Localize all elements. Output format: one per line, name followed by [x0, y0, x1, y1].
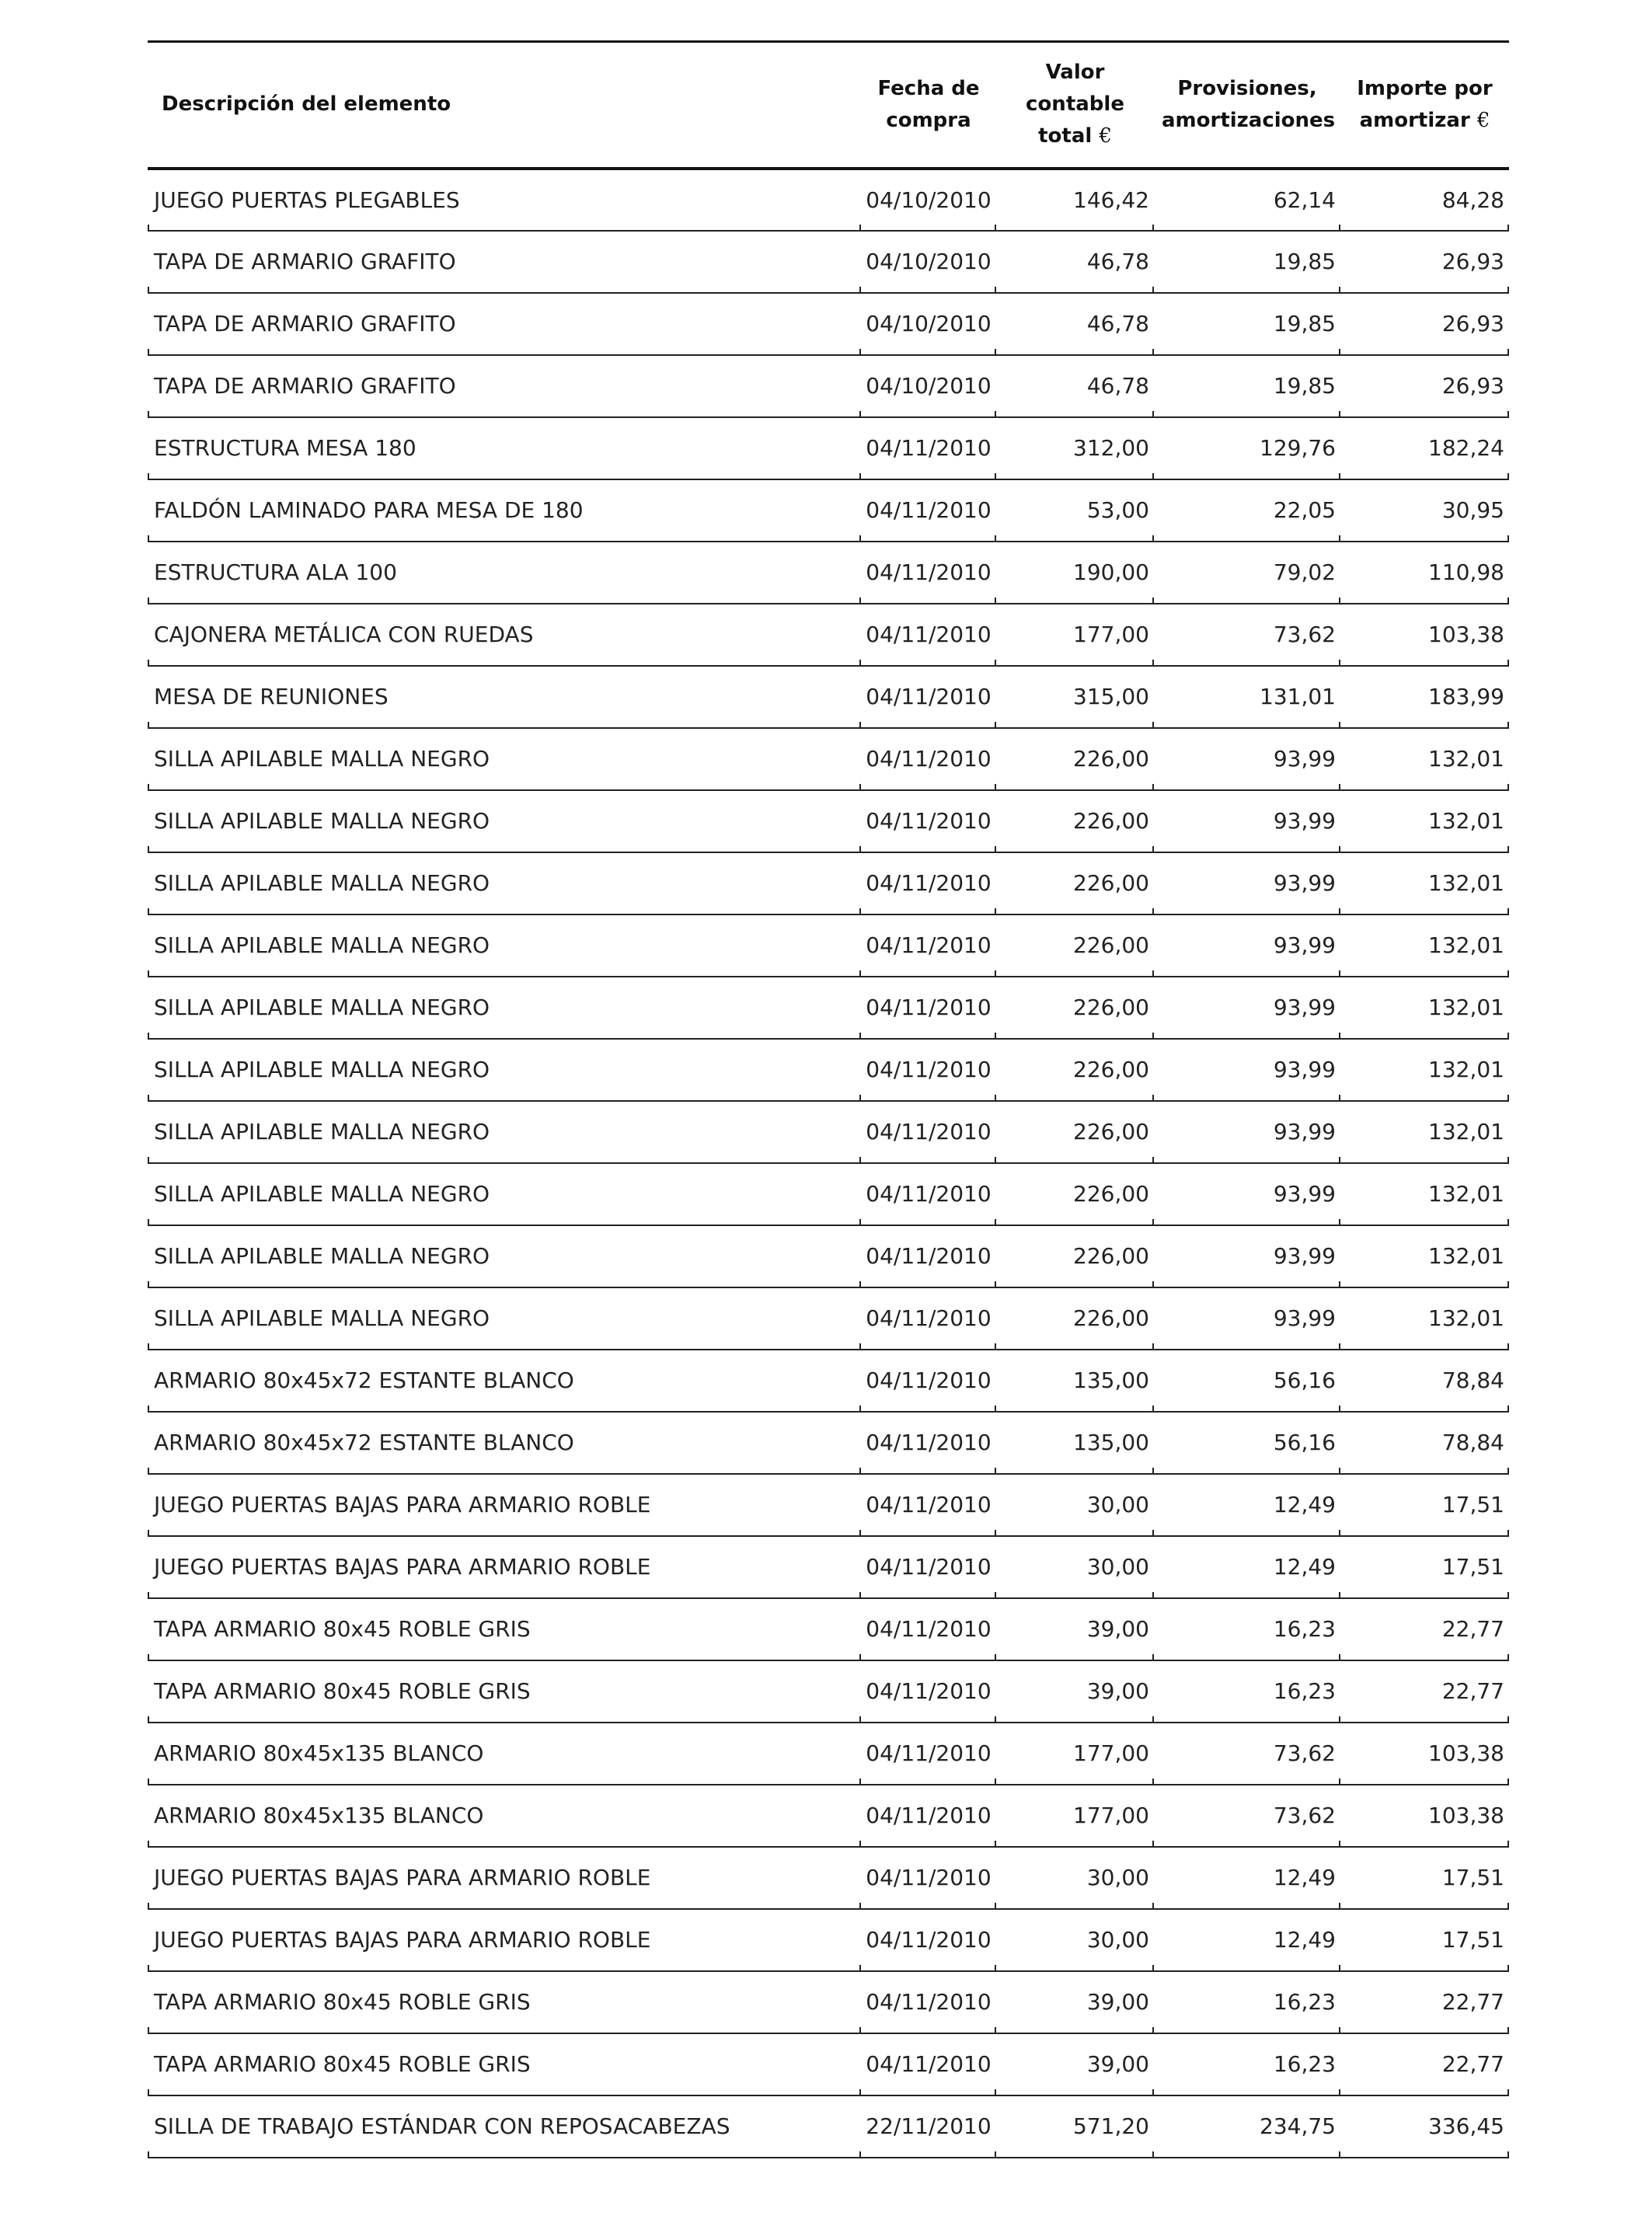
cell-book-value: 226,00 — [996, 914, 1154, 977]
cell-book-value: 135,00 — [996, 1412, 1154, 1474]
cell-description: SILLA APILABLE MALLA NEGRO — [148, 852, 861, 914]
cell-provisions: 93,99 — [1154, 1287, 1340, 1350]
cell-purchase-date: 04/11/2010 — [861, 728, 996, 790]
cell-provisions: 234,75 — [1154, 2095, 1340, 2158]
cell-provisions: 93,99 — [1154, 790, 1340, 852]
cell-provisions: 93,99 — [1154, 1225, 1340, 1287]
cell-purchase-date: 04/11/2010 — [861, 1536, 996, 1598]
cell-description: ARMARIO 80x45x72 ESTANTE BLANCO — [148, 1412, 861, 1474]
cell-purchase-date: 04/11/2010 — [861, 542, 996, 604]
cell-description: CAJONERA METÁLICA CON RUEDAS — [148, 604, 861, 666]
cell-provisions: 12,49 — [1154, 1474, 1340, 1536]
table-row — [148, 479, 1509, 542]
cell-purchase-date: 04/11/2010 — [861, 1909, 996, 1971]
cell-provisions: 12,49 — [1154, 1909, 1340, 1971]
header-value-line1: Valor — [1045, 61, 1105, 85]
cell-purchase-date: 04/11/2010 — [861, 1474, 996, 1536]
cell-provisions: 93,99 — [1154, 977, 1340, 1039]
cell-book-value: 226,00 — [996, 1163, 1154, 1225]
cell-description: SILLA APILABLE MALLA NEGRO — [148, 1101, 861, 1163]
table-row — [148, 355, 1509, 417]
header-value-currency: € — [1099, 124, 1112, 148]
cell-amount-to-amortize: 132,01 — [1340, 1101, 1509, 1163]
header-provisions-line2: amortizaciones — [1162, 108, 1336, 132]
cell-description: JUEGO PUERTAS PLEGABLES — [148, 169, 861, 231]
cell-provisions: 19,85 — [1154, 293, 1340, 355]
cell-book-value: 135,00 — [996, 1350, 1154, 1412]
header-book-value — [996, 42, 1154, 169]
cell-description: TAPA ARMARIO 80x45 ROBLE GRIS — [148, 2033, 861, 2095]
cell-purchase-date: 04/11/2010 — [861, 1101, 996, 1163]
cell-book-value: 30,00 — [996, 1909, 1154, 1971]
cell-description: ARMARIO 80x45x72 ESTANTE BLANCO — [148, 1350, 861, 1412]
cell-purchase-date: 04/10/2010 — [861, 169, 996, 231]
cell-description: JUEGO PUERTAS BAJAS PARA ARMARIO ROBLE — [148, 1474, 861, 1536]
cell-provisions: 12,49 — [1154, 1536, 1340, 1598]
cell-description: JUEGO PUERTAS BAJAS PARA ARMARIO ROBLE — [148, 1847, 861, 1909]
table-header — [148, 42, 1509, 169]
cell-amount-to-amortize: 132,01 — [1340, 1163, 1509, 1225]
cell-book-value: 315,00 — [996, 666, 1154, 728]
cell-description: ESTRUCTURA MESA 180 — [148, 417, 861, 479]
cell-book-value: 312,00 — [996, 417, 1154, 479]
cell-amount-to-amortize: 132,01 — [1340, 728, 1509, 790]
cell-description: SILLA APILABLE MALLA NEGRO — [148, 977, 861, 1039]
cell-book-value: 46,78 — [996, 355, 1154, 417]
cell-amount-to-amortize: 103,38 — [1340, 1723, 1509, 1785]
cell-description: JUEGO PUERTAS BAJAS PARA ARMARIO ROBLE — [148, 1909, 861, 1971]
cell-purchase-date: 04/11/2010 — [861, 1598, 996, 1660]
cell-description: TAPA DE ARMARIO GRAFITO — [148, 293, 861, 355]
cell-book-value: 30,00 — [996, 1536, 1154, 1598]
table-row — [148, 231, 1509, 293]
cell-book-value: 30,00 — [996, 1474, 1154, 1536]
cell-provisions: 93,99 — [1154, 914, 1340, 977]
table-row — [148, 1350, 1509, 1412]
cell-amount-to-amortize: 103,38 — [1340, 604, 1509, 666]
cell-purchase-date: 04/11/2010 — [861, 1971, 996, 2033]
cell-description: TAPA ARMARIO 80x45 ROBLE GRIS — [148, 1598, 861, 1660]
table-row — [148, 1412, 1509, 1474]
cell-book-value: 53,00 — [996, 479, 1154, 542]
cell-description: SILLA APILABLE MALLA NEGRO — [148, 790, 861, 852]
cell-purchase-date: 04/11/2010 — [861, 1039, 996, 1101]
table-row — [148, 1536, 1509, 1598]
cell-amount-to-amortize: 22,77 — [1340, 1660, 1509, 1723]
cell-purchase-date: 04/10/2010 — [861, 231, 996, 293]
cell-description: FALDÓN LAMINADO PARA MESA DE 180 — [148, 479, 861, 542]
cell-description: SILLA APILABLE MALLA NEGRO — [148, 1225, 861, 1287]
cell-provisions: 73,62 — [1154, 1785, 1340, 1847]
cell-book-value: 571,20 — [996, 2095, 1154, 2158]
cell-provisions: 19,85 — [1154, 355, 1340, 417]
cell-provisions: 93,99 — [1154, 1101, 1340, 1163]
cell-purchase-date: 04/11/2010 — [861, 666, 996, 728]
header-date-line1: Fecha de — [877, 76, 980, 100]
table-row — [148, 1039, 1509, 1101]
table-row — [148, 728, 1509, 790]
cell-provisions: 16,23 — [1154, 2033, 1340, 2095]
cell-amount-to-amortize: 132,01 — [1340, 1287, 1509, 1350]
cell-description: TAPA DE ARMARIO GRAFITO — [148, 355, 861, 417]
cell-amount-to-amortize: 26,93 — [1340, 231, 1509, 293]
cell-provisions: 16,23 — [1154, 1971, 1340, 2033]
cell-description: JUEGO PUERTAS BAJAS PARA ARMARIO ROBLE — [148, 1536, 861, 1598]
header-row — [148, 42, 1509, 169]
cell-purchase-date: 04/10/2010 — [861, 293, 996, 355]
table-row — [148, 542, 1509, 604]
cell-purchase-date: 04/11/2010 — [861, 1163, 996, 1225]
cell-book-value: 46,78 — [996, 231, 1154, 293]
cell-book-value: 39,00 — [996, 1971, 1154, 2033]
header-date-line2: compra — [886, 108, 971, 132]
header-value-line3: total — [1038, 124, 1093, 148]
cell-purchase-date: 04/11/2010 — [861, 2033, 996, 2095]
table-row — [148, 1847, 1509, 1909]
cell-amount-to-amortize: 132,01 — [1340, 1225, 1509, 1287]
cell-amount-to-amortize: 182,24 — [1340, 417, 1509, 479]
cell-description: TAPA DE ARMARIO GRAFITO — [148, 231, 861, 293]
cell-book-value: 146,42 — [996, 169, 1154, 231]
table-body — [148, 169, 1509, 2158]
cell-purchase-date: 04/11/2010 — [861, 790, 996, 852]
cell-amount-to-amortize: 17,51 — [1340, 1847, 1509, 1909]
cell-provisions: 19,85 — [1154, 231, 1340, 293]
cell-provisions: 93,99 — [1154, 852, 1340, 914]
table-row — [148, 1101, 1509, 1163]
table-row — [148, 2095, 1509, 2158]
cell-amount-to-amortize: 132,01 — [1340, 914, 1509, 977]
cell-description: SILLA APILABLE MALLA NEGRO — [148, 1163, 861, 1225]
cell-amount-to-amortize: 22,77 — [1340, 2033, 1509, 2095]
cell-provisions: 93,99 — [1154, 1039, 1340, 1101]
table-row — [148, 852, 1509, 914]
cell-purchase-date: 22/11/2010 — [861, 2095, 996, 2158]
cell-provisions: 62,14 — [1154, 169, 1340, 231]
cell-purchase-date: 04/11/2010 — [861, 1350, 996, 1412]
cell-amount-to-amortize: 17,51 — [1340, 1474, 1509, 1536]
table-row — [148, 1474, 1509, 1536]
cell-purchase-date: 04/11/2010 — [861, 914, 996, 977]
table-row — [148, 2033, 1509, 2095]
header-description — [148, 42, 861, 169]
header-amount-line1: Importe por — [1357, 76, 1493, 100]
table-row — [148, 169, 1509, 231]
cell-purchase-date: 04/11/2010 — [861, 1225, 996, 1287]
cell-purchase-date: 04/11/2010 — [861, 1723, 996, 1785]
cell-provisions: 93,99 — [1154, 1163, 1340, 1225]
cell-amount-to-amortize: 132,01 — [1340, 977, 1509, 1039]
cell-provisions: 73,62 — [1154, 604, 1340, 666]
table-row — [148, 417, 1509, 479]
cell-purchase-date: 04/11/2010 — [861, 604, 996, 666]
cell-provisions: 131,01 — [1154, 666, 1340, 728]
cell-book-value: 226,00 — [996, 852, 1154, 914]
cell-amount-to-amortize: 110,98 — [1340, 542, 1509, 604]
table-row — [148, 1971, 1509, 2033]
cell-description: ESTRUCTURA ALA 100 — [148, 542, 861, 604]
table-row — [148, 977, 1509, 1039]
header-value-line2: contable — [1026, 92, 1124, 117]
cell-amount-to-amortize: 78,84 — [1340, 1350, 1509, 1412]
cell-purchase-date: 04/11/2010 — [861, 1847, 996, 1909]
cell-purchase-date: 04/11/2010 — [861, 1660, 996, 1723]
cell-book-value: 226,00 — [996, 1225, 1154, 1287]
table-row — [148, 1723, 1509, 1785]
cell-book-value: 226,00 — [996, 728, 1154, 790]
table-row — [148, 1660, 1509, 1723]
cell-book-value: 226,00 — [996, 1101, 1154, 1163]
cell-description: SILLA APILABLE MALLA NEGRO — [148, 1287, 861, 1350]
cell-provisions: 12,49 — [1154, 1847, 1340, 1909]
cell-purchase-date: 04/11/2010 — [861, 977, 996, 1039]
cell-purchase-date: 04/11/2010 — [861, 852, 996, 914]
cell-purchase-date: 04/11/2010 — [861, 479, 996, 542]
cell-provisions: 73,62 — [1154, 1723, 1340, 1785]
cell-book-value: 226,00 — [996, 1287, 1154, 1350]
table-row — [148, 1287, 1509, 1350]
table-row — [148, 1163, 1509, 1225]
table-row — [148, 790, 1509, 852]
cell-book-value: 226,00 — [996, 1039, 1154, 1101]
table-row — [148, 1225, 1509, 1287]
cell-provisions: 16,23 — [1154, 1660, 1340, 1723]
table-row — [148, 293, 1509, 355]
cell-description: ARMARIO 80x45x135 BLANCO — [148, 1785, 861, 1847]
cell-amount-to-amortize: 132,01 — [1340, 852, 1509, 914]
header-purchase-date — [861, 42, 996, 169]
cell-book-value: 226,00 — [996, 977, 1154, 1039]
cell-description: SILLA DE TRABAJO ESTÁNDAR CON REPOSACABEZAS — [148, 2095, 861, 2158]
cell-purchase-date: 04/11/2010 — [861, 417, 996, 479]
cell-provisions: 79,02 — [1154, 542, 1340, 604]
cell-book-value: 190,00 — [996, 542, 1154, 604]
cell-amount-to-amortize: 22,77 — [1340, 1971, 1509, 2033]
cell-amount-to-amortize: 132,01 — [1340, 1039, 1509, 1101]
header-description-label: Descripción del elemento — [162, 92, 451, 117]
header-amount-line2: amortizar — [1359, 108, 1470, 132]
cell-book-value: 46,78 — [996, 293, 1154, 355]
cell-amount-to-amortize: 17,51 — [1340, 1909, 1509, 1971]
cell-amount-to-amortize: 103,38 — [1340, 1785, 1509, 1847]
cell-description: SILLA APILABLE MALLA NEGRO — [148, 728, 861, 790]
cell-provisions: 56,16 — [1154, 1412, 1340, 1474]
cell-book-value: 177,00 — [996, 1785, 1154, 1847]
cell-provisions: 93,99 — [1154, 728, 1340, 790]
table-row — [148, 1909, 1509, 1971]
cell-description: MESA DE REUNIONES — [148, 666, 861, 728]
cell-book-value: 39,00 — [996, 1598, 1154, 1660]
cell-book-value: 177,00 — [996, 604, 1154, 666]
cell-amount-to-amortize: 336,45 — [1340, 2095, 1509, 2158]
table-row — [148, 604, 1509, 666]
cell-book-value: 226,00 — [996, 790, 1154, 852]
cell-description: SILLA APILABLE MALLA NEGRO — [148, 914, 861, 977]
cell-purchase-date: 04/10/2010 — [861, 355, 996, 417]
cell-amount-to-amortize: 17,51 — [1340, 1536, 1509, 1598]
table-row — [148, 914, 1509, 977]
cell-description: TAPA ARMARIO 80x45 ROBLE GRIS — [148, 1660, 861, 1723]
cell-description: SILLA APILABLE MALLA NEGRO — [148, 1039, 861, 1101]
cell-amount-to-amortize: 26,93 — [1340, 293, 1509, 355]
table-row — [148, 666, 1509, 728]
cell-purchase-date: 04/11/2010 — [861, 1412, 996, 1474]
cell-book-value: 39,00 — [996, 2033, 1154, 2095]
table-row — [148, 1785, 1509, 1847]
cell-provisions: 22,05 — [1154, 479, 1340, 542]
cell-provisions: 16,23 — [1154, 1598, 1340, 1660]
cell-amount-to-amortize: 132,01 — [1340, 790, 1509, 852]
cell-provisions: 129,76 — [1154, 417, 1340, 479]
cell-amount-to-amortize: 30,95 — [1340, 479, 1509, 542]
cell-amount-to-amortize: 22,77 — [1340, 1598, 1509, 1660]
cell-amount-to-amortize: 183,99 — [1340, 666, 1509, 728]
cell-description: TAPA ARMARIO 80x45 ROBLE GRIS — [148, 1971, 861, 2033]
cell-amount-to-amortize: 84,28 — [1340, 169, 1509, 231]
cell-amount-to-amortize: 78,84 — [1340, 1412, 1509, 1474]
cell-purchase-date: 04/11/2010 — [861, 1785, 996, 1847]
cell-provisions: 56,16 — [1154, 1350, 1340, 1412]
cell-book-value: 30,00 — [996, 1847, 1154, 1909]
cell-amount-to-amortize: 26,93 — [1340, 355, 1509, 417]
cell-purchase-date: 04/11/2010 — [861, 1287, 996, 1350]
asset-table — [148, 40, 1509, 2158]
table-row — [148, 1598, 1509, 1660]
cell-book-value: 39,00 — [996, 1660, 1154, 1723]
header-provisions-line1: Provisiones, — [1177, 76, 1317, 100]
header-amount-to-amortize — [1340, 42, 1509, 169]
header-provisions — [1154, 42, 1340, 169]
asset-table-container — [148, 40, 1509, 2158]
cell-description: ARMARIO 80x45x135 BLANCO — [148, 1723, 861, 1785]
header-amount-currency: € — [1476, 108, 1490, 132]
cell-book-value: 177,00 — [996, 1723, 1154, 1785]
